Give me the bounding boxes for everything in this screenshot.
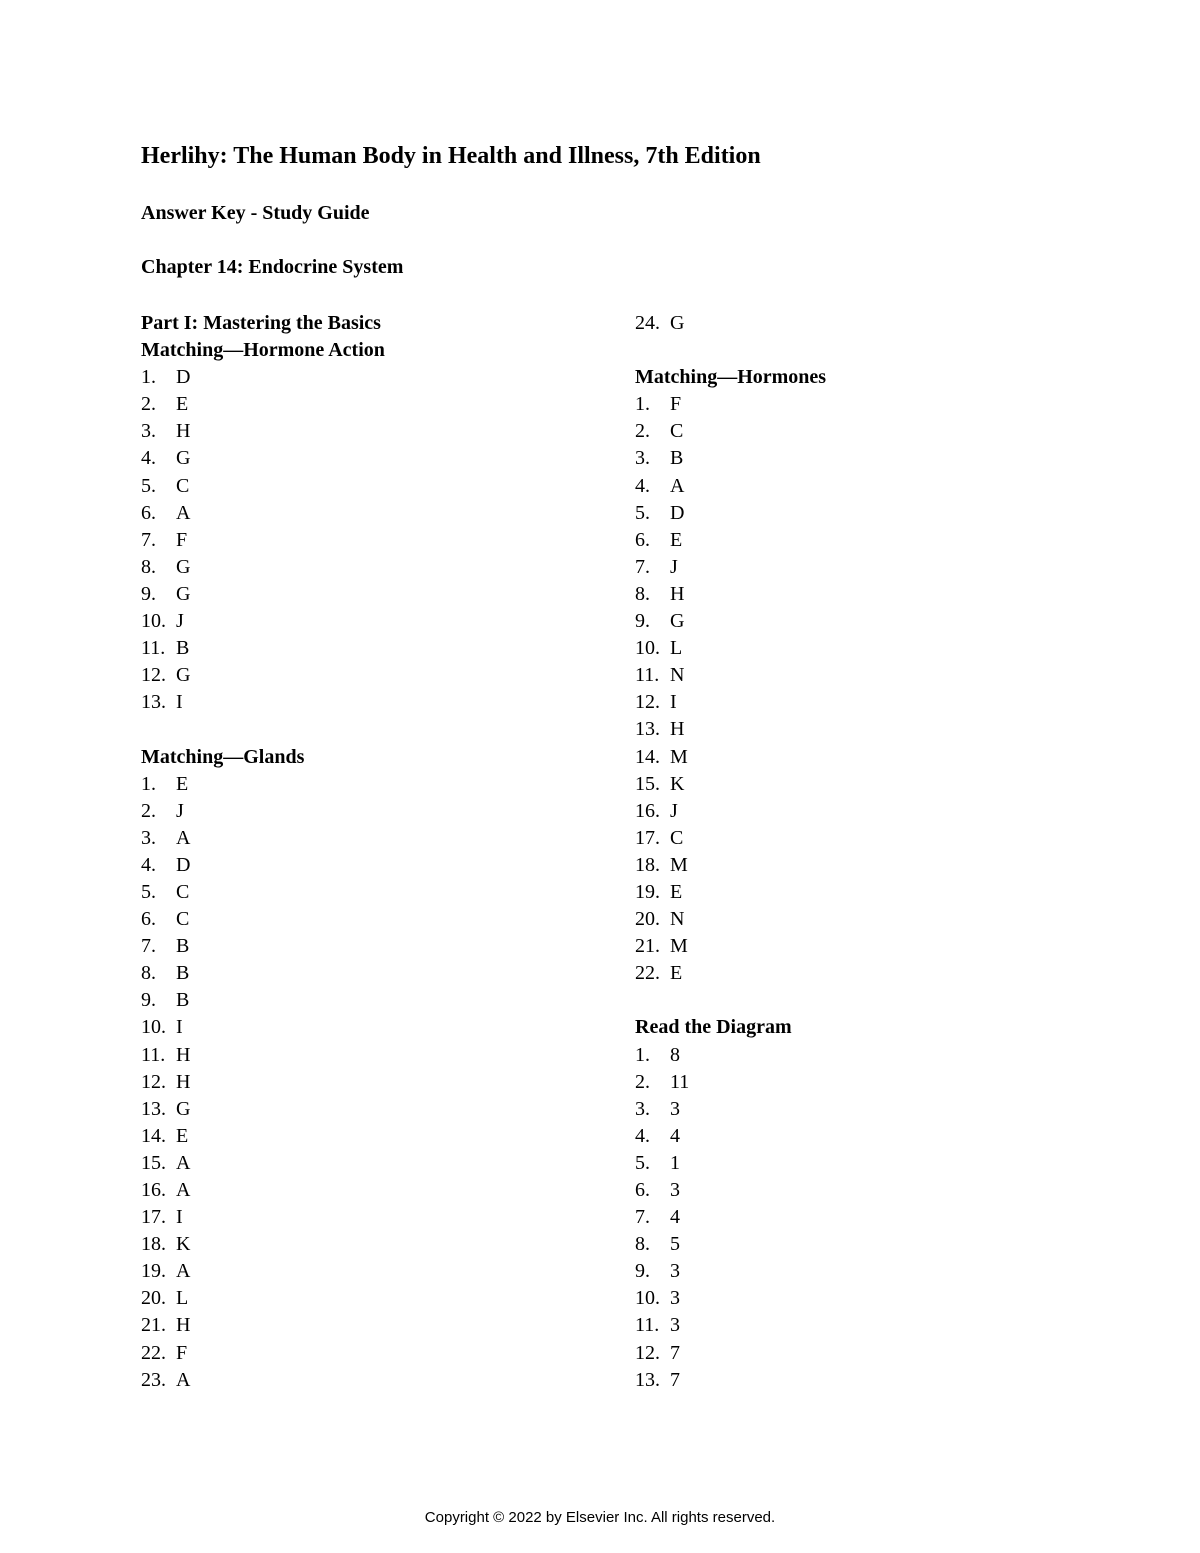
answer-number: 22. bbox=[141, 1341, 166, 1364]
answer-value: 3 bbox=[670, 1097, 680, 1120]
answer-value: A bbox=[176, 1368, 191, 1391]
answer-item bbox=[141, 527, 581, 554]
answer-number: 2. bbox=[635, 1070, 650, 1093]
answer-value: 7 bbox=[670, 1368, 680, 1391]
answer-item bbox=[635, 1069, 1075, 1096]
answer-value: B bbox=[176, 989, 190, 1012]
answer-value: N bbox=[670, 664, 685, 687]
answer-number: 8. bbox=[635, 582, 650, 605]
answer-value: A bbox=[176, 1260, 191, 1283]
answer-list-hormones bbox=[635, 391, 1075, 987]
answer-value: H bbox=[176, 1070, 191, 1093]
answer-number: 21. bbox=[141, 1314, 166, 1337]
answer-number: 3. bbox=[141, 826, 156, 849]
answer-item bbox=[635, 1340, 1075, 1367]
answer-value: E bbox=[670, 880, 683, 903]
answer-item bbox=[141, 608, 581, 635]
answer-value: D bbox=[670, 501, 685, 524]
answer-number: 13. bbox=[141, 691, 166, 714]
answer-value: F bbox=[670, 393, 682, 416]
answer-number: 6. bbox=[635, 1179, 650, 1201]
answer-item bbox=[141, 1150, 581, 1177]
spacer bbox=[635, 337, 1075, 364]
answer-number: 20. bbox=[635, 908, 660, 931]
answer-value: D bbox=[176, 366, 191, 389]
answer-number: 18. bbox=[635, 853, 660, 876]
answer-number: 10. bbox=[635, 637, 660, 660]
answer-number: 1. bbox=[635, 1043, 650, 1066]
answer-number: 3. bbox=[635, 1097, 650, 1120]
answer-number: 10. bbox=[141, 610, 166, 633]
answer-value: 11 bbox=[670, 1070, 690, 1093]
answer-value: J bbox=[176, 610, 184, 633]
answer-number: 3. bbox=[635, 447, 650, 470]
answer-item bbox=[635, 1231, 1075, 1258]
answer-item bbox=[635, 1123, 1075, 1150]
answer-value: K bbox=[670, 772, 685, 795]
answer-item bbox=[635, 554, 1075, 581]
part-heading: Part I: Mastering the Basics bbox=[141, 312, 381, 334]
answer-number: 10. bbox=[141, 1016, 166, 1039]
answer-item bbox=[141, 364, 581, 391]
answer-number: 14. bbox=[141, 1124, 166, 1147]
answer-number: 9. bbox=[141, 582, 156, 605]
answer-value: C bbox=[176, 880, 190, 903]
answer-item bbox=[635, 1177, 1075, 1204]
answer-item bbox=[635, 500, 1075, 527]
answer-value: B bbox=[176, 962, 190, 985]
answer-value: 3 bbox=[670, 1287, 680, 1310]
answer-value: 3 bbox=[670, 1179, 680, 1201]
answer-item bbox=[635, 825, 1075, 852]
answer-number: 11. bbox=[141, 637, 166, 660]
answer-value: M bbox=[670, 745, 688, 768]
answer-list-glands-continued bbox=[635, 310, 1075, 337]
answer-value: C bbox=[176, 474, 190, 497]
answer-number: 23. bbox=[141, 1368, 166, 1391]
answer-number: 22. bbox=[635, 962, 660, 985]
answer-number: 15. bbox=[635, 772, 660, 795]
answer-value: H bbox=[670, 718, 685, 741]
answer-number: 16. bbox=[141, 1179, 166, 1201]
answer-number: 2. bbox=[635, 420, 650, 443]
answer-number: 17. bbox=[141, 1206, 166, 1229]
answer-item bbox=[141, 1312, 581, 1339]
answer-number: 7. bbox=[635, 555, 650, 578]
document-subtitle: Answer Key - Study Guide bbox=[141, 202, 370, 224]
answer-number: 4. bbox=[141, 853, 156, 876]
answer-item bbox=[635, 418, 1075, 445]
answer-value: 8 bbox=[670, 1043, 680, 1066]
answer-item bbox=[141, 1204, 581, 1231]
answer-value: H bbox=[176, 1314, 191, 1337]
answer-value: A bbox=[176, 1179, 191, 1201]
answer-item bbox=[141, 391, 581, 418]
answer-item bbox=[141, 1014, 581, 1041]
answer-value: B bbox=[176, 637, 190, 660]
answer-value: G bbox=[176, 664, 191, 687]
answer-value: M bbox=[670, 853, 688, 876]
answer-number: 7. bbox=[141, 935, 156, 958]
answer-item bbox=[635, 1150, 1075, 1177]
answer-item bbox=[141, 554, 581, 581]
answer-number: 4. bbox=[141, 447, 156, 470]
left-column bbox=[141, 310, 581, 1394]
answer-item bbox=[635, 1312, 1075, 1339]
answer-value: I bbox=[176, 1016, 183, 1039]
answer-value: B bbox=[176, 935, 190, 958]
answer-number: 8. bbox=[141, 555, 156, 578]
copyright-footer: Copyright © 2022 by Elsevier Inc. All rights reserved. bbox=[424, 1509, 776, 1526]
answer-item bbox=[635, 581, 1075, 608]
answer-value: F bbox=[176, 528, 188, 551]
answer-item bbox=[141, 879, 581, 906]
answer-item bbox=[141, 1367, 581, 1394]
answer-number: 11. bbox=[635, 1314, 660, 1337]
answer-number: 6. bbox=[141, 908, 156, 931]
answer-item bbox=[141, 1258, 581, 1285]
answer-number: 5. bbox=[141, 474, 156, 497]
answer-number: 4. bbox=[635, 1124, 650, 1147]
answer-number: 15. bbox=[141, 1151, 166, 1174]
answer-value: L bbox=[176, 1287, 189, 1310]
answer-item bbox=[141, 1042, 581, 1069]
answer-value: H bbox=[670, 582, 685, 605]
answer-list-glands bbox=[141, 771, 581, 1394]
answer-item bbox=[635, 852, 1075, 879]
answer-number: 2. bbox=[141, 393, 156, 416]
answer-number: 13. bbox=[141, 1097, 166, 1120]
answer-item bbox=[141, 1231, 581, 1258]
answer-list-hormone-action bbox=[141, 364, 581, 716]
answer-item bbox=[635, 798, 1075, 825]
answer-number: 7. bbox=[141, 528, 156, 551]
answer-number: 19. bbox=[141, 1260, 166, 1283]
answer-value: E bbox=[670, 962, 683, 985]
answer-item bbox=[141, 960, 581, 987]
answer-item bbox=[141, 1340, 581, 1367]
answer-number: 5. bbox=[635, 501, 650, 524]
answer-number: 1. bbox=[635, 393, 650, 416]
answer-number: 12. bbox=[635, 691, 660, 714]
answer-item bbox=[141, 933, 581, 960]
answer-number: 20. bbox=[141, 1287, 166, 1310]
answer-value: E bbox=[176, 1124, 189, 1147]
answer-value: A bbox=[176, 1151, 191, 1174]
section-heading-hormones: Matching—Hormones bbox=[635, 366, 827, 389]
answer-item bbox=[141, 798, 581, 825]
answer-value: B bbox=[670, 447, 684, 470]
answer-number: 3. bbox=[141, 420, 156, 443]
answer-number: 21. bbox=[635, 935, 660, 958]
answer-number: 17. bbox=[635, 826, 660, 849]
answer-item bbox=[635, 1367, 1075, 1394]
answer-number: 1. bbox=[141, 366, 156, 389]
answer-list-read-the-diagram bbox=[635, 1042, 1075, 1394]
answer-number: 8. bbox=[141, 962, 156, 985]
answer-item bbox=[141, 689, 581, 716]
answer-value: F bbox=[176, 1341, 188, 1364]
answer-item bbox=[635, 310, 1075, 337]
answer-number: 13. bbox=[635, 1368, 660, 1391]
answer-item bbox=[141, 987, 581, 1014]
answer-number: 13. bbox=[635, 718, 660, 741]
answer-value: 3 bbox=[670, 1314, 680, 1337]
document-title: Herlihy: The Human Body in Health and Illness, 7th Edition bbox=[141, 143, 761, 169]
answer-value: J bbox=[176, 799, 184, 822]
answer-item bbox=[141, 771, 581, 798]
answer-item bbox=[141, 1096, 581, 1123]
answer-item bbox=[141, 662, 581, 689]
answer-value: K bbox=[176, 1233, 191, 1256]
answer-number: 19. bbox=[635, 880, 660, 903]
answer-number: 7. bbox=[635, 1206, 650, 1229]
answer-item bbox=[635, 906, 1075, 933]
answer-value: E bbox=[176, 772, 189, 795]
answer-item bbox=[635, 1096, 1075, 1123]
answer-number: 9. bbox=[141, 989, 156, 1012]
answer-number: 11. bbox=[635, 664, 660, 687]
answer-item bbox=[635, 662, 1075, 689]
answer-item bbox=[141, 500, 581, 527]
answer-value: N bbox=[670, 908, 685, 931]
answer-value: I bbox=[670, 691, 677, 714]
answer-item bbox=[635, 473, 1075, 500]
answer-value: 4 bbox=[670, 1124, 680, 1147]
answer-value: I bbox=[176, 691, 183, 714]
answer-item bbox=[141, 1285, 581, 1312]
answer-value: D bbox=[176, 853, 191, 876]
answer-item bbox=[141, 473, 581, 500]
answer-value: G bbox=[176, 555, 191, 578]
answer-number: 12. bbox=[141, 664, 166, 687]
answer-value: G bbox=[670, 610, 685, 633]
answer-value: G bbox=[176, 1097, 191, 1120]
spacer bbox=[141, 716, 581, 743]
answer-value: C bbox=[670, 420, 684, 443]
answer-value: 7 bbox=[670, 1341, 680, 1364]
answer-number: 8. bbox=[635, 1233, 650, 1256]
answer-number: 10. bbox=[635, 1287, 660, 1310]
answer-value: J bbox=[670, 555, 678, 578]
answer-value: G bbox=[670, 312, 685, 334]
answer-value: E bbox=[670, 528, 683, 551]
answer-value: 4 bbox=[670, 1206, 680, 1229]
answer-item bbox=[141, 418, 581, 445]
answer-item bbox=[635, 391, 1075, 418]
answer-number: 6. bbox=[141, 501, 156, 524]
answer-number: 5. bbox=[635, 1151, 650, 1174]
answer-item bbox=[635, 608, 1075, 635]
section-heading-hormone-action: Matching—Hormone Action bbox=[141, 339, 385, 362]
answer-item bbox=[635, 960, 1075, 987]
answer-item bbox=[635, 1042, 1075, 1069]
answer-number: 12. bbox=[141, 1070, 166, 1093]
section-heading-read-the-diagram: Read the Diagram bbox=[635, 1016, 792, 1039]
answer-number: 1. bbox=[141, 772, 156, 795]
answer-number: 14. bbox=[635, 745, 660, 768]
answer-value: C bbox=[176, 908, 190, 931]
answer-number: 6. bbox=[635, 528, 650, 551]
answer-value: E bbox=[176, 393, 189, 416]
answer-number: 5. bbox=[141, 880, 156, 903]
answer-item bbox=[635, 689, 1075, 716]
answer-item bbox=[141, 1123, 581, 1150]
answer-value: 5 bbox=[670, 1233, 680, 1256]
answer-number: 16. bbox=[635, 799, 660, 822]
answer-number: 4. bbox=[635, 474, 650, 497]
answer-item bbox=[141, 906, 581, 933]
answer-item bbox=[635, 527, 1075, 554]
answer-value: H bbox=[176, 1043, 191, 1066]
answer-value: A bbox=[670, 474, 685, 497]
answer-item bbox=[635, 933, 1075, 960]
answer-number: 9. bbox=[635, 1260, 650, 1283]
answer-value: I bbox=[176, 1206, 183, 1229]
answer-item bbox=[635, 879, 1075, 906]
answer-item bbox=[141, 1177, 581, 1204]
right-column bbox=[635, 310, 1075, 1394]
answer-value: 1 bbox=[670, 1151, 680, 1174]
answer-item bbox=[635, 1258, 1075, 1285]
answer-item bbox=[141, 852, 581, 879]
answer-item bbox=[635, 1285, 1075, 1312]
answer-item bbox=[141, 581, 581, 608]
answer-number: 12. bbox=[635, 1341, 660, 1364]
answer-number: 9. bbox=[635, 610, 650, 633]
section-heading-glands: Matching—Glands bbox=[141, 745, 305, 768]
answer-item bbox=[635, 771, 1075, 798]
answer-item bbox=[635, 635, 1075, 662]
answer-value: A bbox=[176, 826, 191, 849]
answer-number: 18. bbox=[141, 1233, 166, 1256]
answer-number: 11. bbox=[141, 1043, 166, 1066]
answer-number: 24. bbox=[635, 312, 660, 334]
answer-item bbox=[635, 716, 1075, 743]
chapter-heading: Chapter 14: Endocrine System bbox=[141, 256, 404, 278]
answer-item bbox=[141, 825, 581, 852]
answer-value: G bbox=[176, 582, 191, 605]
answer-item bbox=[635, 744, 1075, 771]
answer-value: L bbox=[670, 637, 683, 660]
answer-item bbox=[141, 1069, 581, 1096]
answer-value: M bbox=[670, 935, 688, 958]
answer-value: G bbox=[176, 447, 191, 470]
answer-number: 2. bbox=[141, 799, 156, 822]
answer-value: A bbox=[176, 501, 191, 524]
answer-value: C bbox=[670, 826, 684, 849]
answer-item bbox=[635, 1204, 1075, 1231]
answer-value: H bbox=[176, 420, 191, 443]
answer-item bbox=[635, 445, 1075, 472]
answer-item bbox=[141, 635, 581, 662]
answer-value: 3 bbox=[670, 1260, 680, 1283]
answer-item bbox=[141, 445, 581, 472]
spacer bbox=[635, 987, 1075, 1014]
answer-value: J bbox=[670, 799, 678, 822]
